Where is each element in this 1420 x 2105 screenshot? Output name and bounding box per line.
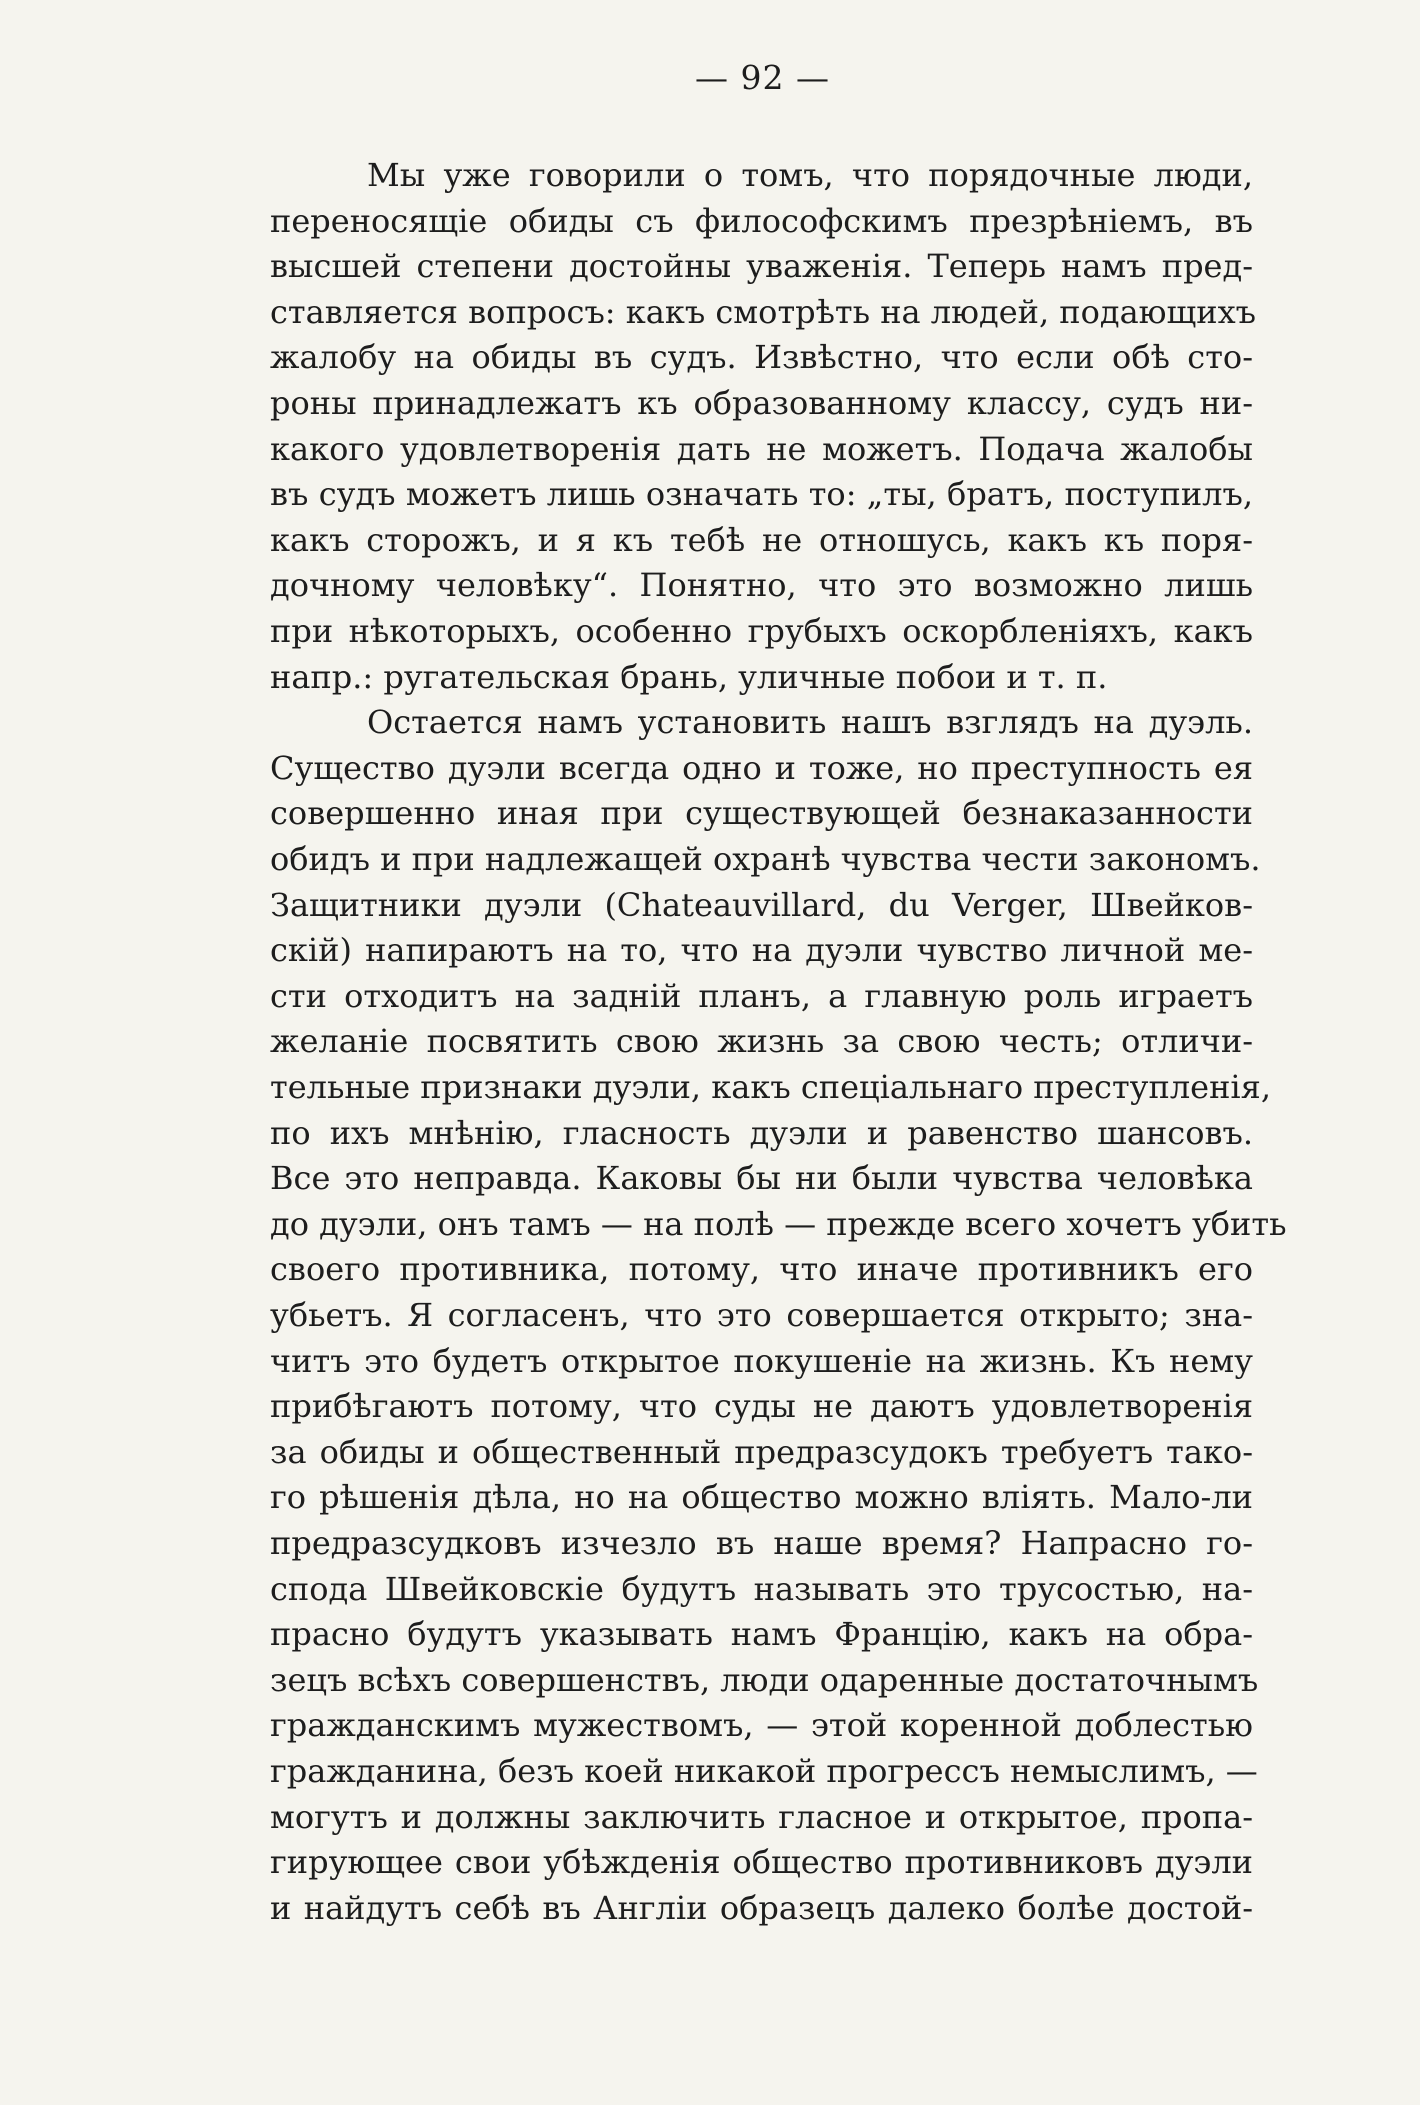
text-line: за обиды и общественный предразсудокъ требуетъ тако-	[270, 1432, 1253, 1471]
text-line: Мы уже говорили о томъ, что порядочные люди,	[367, 156, 1253, 194]
text-line: могутъ и должны заключить гласное и открытое, пропа-	[270, 1797, 1253, 1836]
text-line: Защитники дуэли (Chateauvillard, du Verger, Швейков-	[270, 885, 1253, 924]
text-line: въ судъ можетъ лишь означать то: „ты, братъ, поступилъ,	[270, 475, 1253, 514]
text-line: при нѣкоторыхъ, особенно грубыхъ оскорбленіяхъ, какъ	[270, 612, 1253, 650]
text-line: роны принадлежатъ къ образованному классу, судъ ни-	[270, 384, 1253, 422]
text-line: предразсудковъ изчезло въ наше время? Напрасно го-	[270, 1524, 1253, 1562]
text-line: Все это неправда. Каковы бы ни были чувства человѣка	[270, 1159, 1253, 1198]
text-line: совершенно иная при существующей безнаказанности	[270, 794, 1253, 833]
text-line: по ихъ мнѣнію, гласность дуэли и равенство шансовъ.	[270, 1113, 1253, 1152]
text-line: какъ сторожъ, и я къ тебѣ не отношусь, какъ къ поря-	[270, 520, 1253, 559]
text-line: и найдутъ себѣ въ Англіи образецъ далеко болѣе достой-	[270, 1888, 1253, 1927]
text-line: зецъ всѣхъ совершенствъ, люди одаренные достаточнымъ	[270, 1660, 1259, 1699]
text-line: гирующее свои убѣжденія общество противниковъ дуэли	[270, 1843, 1253, 1882]
text-line: Существо дуэли всегда одно и тоже, но преступность ея	[270, 748, 1253, 787]
text-line: какого удовлетворенія дать не можетъ. Подача жалобы	[270, 429, 1253, 468]
text-line: Остается намъ установить нашъ взглядъ на дуэль.	[367, 703, 1253, 742]
text-line: до дуэли, онъ тамъ — на полѣ — прежде всего хочетъ убить	[270, 1204, 1287, 1243]
text-line: высшей степени достойны уваженія. Теперь намъ пред-	[270, 247, 1253, 286]
text-line: напр.: ругательская брань, уличные побои и т. п.	[270, 657, 1108, 696]
text-line: прасно будутъ указывать намъ Францію, какъ на обра-	[270, 1615, 1253, 1654]
text-line: ставляется вопросъ: какъ смотрѣть на людей, подающихъ	[270, 292, 1257, 331]
text-line: гражданина, безъ коей никакой прогрессъ немыслимъ, —	[270, 1752, 1258, 1790]
text-line: жалобу на обиды въ судъ. Извѣстно, что если обѣ сто-	[270, 338, 1253, 377]
text-line: убьетъ. Я согласенъ, что это совершается открыто; зна-	[270, 1296, 1253, 1334]
text-line: спода Швейковскіе будутъ называть это трусостью, на-	[270, 1569, 1253, 1608]
text-line: переносящіе обиды съ философскимъ презрѣніемъ, въ	[270, 201, 1253, 240]
text-line: сти отходитъ на задній планъ, а главную роль играетъ	[270, 976, 1253, 1015]
page-number: — 92 —	[695, 58, 830, 97]
text-line: дочному человѣку“. Понятно, что это возможно лишь	[270, 566, 1253, 605]
text-line: гражданскимъ мужествомъ, — этой коренной доблестью	[270, 1706, 1253, 1745]
text-line: обидъ и при надлежащей охранѣ чувства чести закономъ.	[270, 840, 1261, 878]
text-line: тельные признаки дуэли, какъ спеціальнаго преступленія,	[270, 1068, 1272, 1106]
text-line: скій) напираютъ на то, что на дуэли чувство личной ме-	[270, 931, 1253, 970]
text-line: желаніе посвятить свою жизнь за свою честь; отличи-	[270, 1022, 1253, 1061]
text-line: читъ это будетъ открытое покушеніе на жизнь. Къ нему	[270, 1341, 1253, 1380]
text-line: своего противника, потому, что иначе противникъ его	[270, 1250, 1253, 1289]
text-line: го рѣшенія дѣла, но на общество можно вліять. Мало-ли	[270, 1478, 1253, 1517]
text-line: прибѣгаютъ потому, что суды не даютъ удовлетворенія	[270, 1387, 1253, 1426]
